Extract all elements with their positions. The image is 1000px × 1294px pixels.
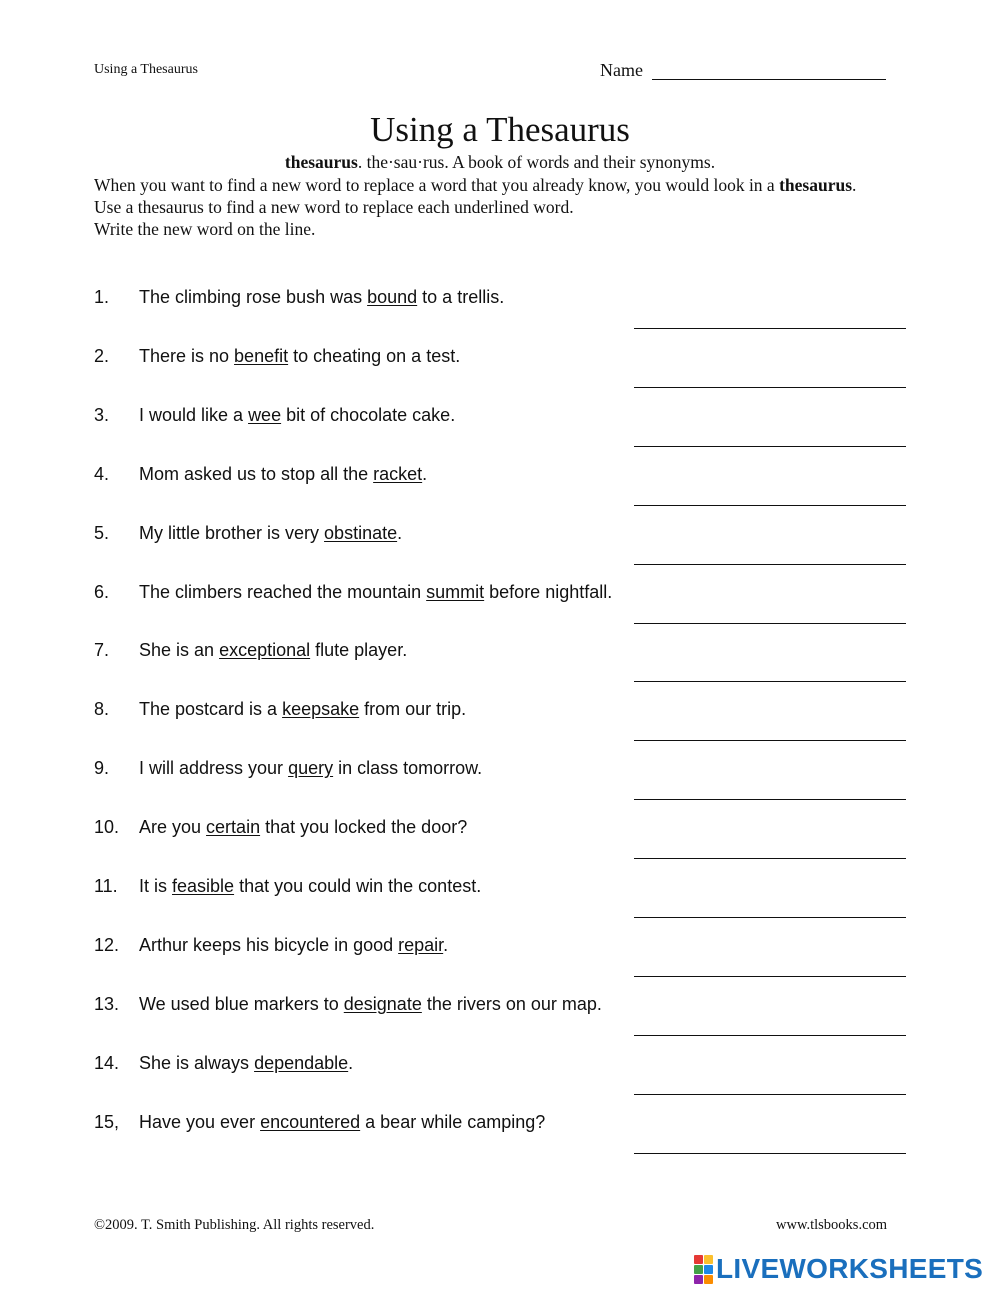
question-number: 15, (94, 1111, 120, 1132)
question-9 (94, 758, 482, 779)
answer-line-14[interactable] (634, 1094, 906, 1095)
underlined-word: bound (367, 287, 418, 307)
question-text-end: . (422, 463, 428, 484)
underlined-word: dependable (254, 1052, 349, 1073)
underlined-word: keepsake (282, 699, 360, 720)
header-left: Using a Thesaurus (94, 62, 198, 77)
logo-square (704, 1255, 713, 1264)
question-text-end: . (443, 934, 449, 955)
question-number: 7. (94, 640, 110, 661)
footer-copyright: ©2009. T. Smith Publishing. All rights reserved. (94, 1217, 375, 1233)
question-number: 6. (94, 581, 110, 602)
question-14 (94, 1053, 353, 1074)
question-13 (94, 994, 602, 1015)
question-number: 13. (94, 993, 120, 1014)
underlined-word: encountered (260, 1111, 361, 1132)
question-12 (94, 935, 448, 956)
intro-line3: Write the new word on the line. (94, 219, 316, 239)
question-3 (94, 405, 455, 426)
liveworksheets-text: LIVEWORKSHEETS (716, 1253, 984, 1284)
question-10 (94, 817, 467, 838)
answer-line-10[interactable] (634, 858, 906, 859)
intro (94, 174, 894, 240)
intro-line2: Use a thesaurus to find a new word to replace each underlined word. (94, 197, 574, 217)
logo-square (704, 1275, 713, 1284)
question-text: I would like a (139, 404, 249, 425)
definition-term: thesaurus (284, 152, 358, 172)
question-15 (94, 1112, 545, 1133)
question-text-end: that you locked the door? (260, 817, 468, 838)
question-number: 5. (94, 522, 110, 543)
answer-line-11[interactable] (634, 917, 906, 918)
underlined-word: designate (343, 993, 422, 1014)
question-text-end: the rivers on our map. (421, 993, 602, 1014)
question-number: 9. (94, 758, 110, 779)
answer-line-3[interactable] (634, 446, 906, 447)
question-text-end: before nightfall. (484, 581, 613, 602)
question-6 (94, 582, 612, 603)
underlined-word: obstinate (324, 522, 398, 543)
underlined-word: query (288, 758, 334, 779)
question-text-end: a bear while camping? (360, 1111, 546, 1132)
footer-website: www.tlsbooks.com (776, 1217, 888, 1233)
answer-line-12[interactable] (634, 976, 906, 977)
question-number: 11. (94, 876, 118, 896)
question-text-end: to cheating on a test. (288, 345, 461, 366)
underlined-word: wee (248, 404, 282, 425)
logo-square (694, 1275, 703, 1284)
underlined-word: exceptional (219, 640, 311, 661)
question-text: The climbers reached the mountain (139, 581, 427, 602)
underlined-word: feasible (172, 876, 235, 896)
question-text: Are you (139, 817, 207, 838)
question-number: 1. (94, 287, 110, 307)
question-4 (94, 464, 427, 485)
question-text: There is no (139, 345, 235, 366)
question-number: 4. (94, 463, 110, 484)
answer-line-1[interactable] (634, 328, 906, 329)
question-number: 8. (94, 699, 110, 720)
page-title: Using a Thesaurus (370, 110, 630, 149)
question-text: Mom asked us to stop all the (139, 463, 374, 484)
question-2 (94, 346, 460, 367)
logo-square (694, 1255, 703, 1264)
liveworksheets-logo (694, 1253, 984, 1284)
answer-line-8[interactable] (634, 740, 906, 741)
answer-line-2[interactable] (634, 387, 906, 388)
question-text: My little brother is very (139, 522, 325, 543)
question-number: 12. (94, 934, 120, 955)
question-text-end: . (348, 1052, 354, 1073)
question-text-end: . (397, 522, 403, 543)
question-text: Arthur keeps his bicycle in good (139, 934, 399, 955)
answer-line-5[interactable] (634, 564, 906, 565)
underlined-word: summit (426, 581, 485, 602)
question-number: 14. (94, 1052, 120, 1073)
question-number: 10. (94, 817, 120, 838)
question-text-end: flute player. (310, 640, 408, 661)
answer-line-15[interactable] (634, 1153, 906, 1154)
question-text: The postcard is a (139, 699, 283, 720)
answer-line-6[interactable] (634, 623, 906, 624)
logo-square (694, 1265, 703, 1274)
question-number: 2. (94, 345, 110, 366)
question-text: She is an (139, 640, 220, 661)
question-5 (94, 523, 402, 544)
intro-term: thesaurus (779, 175, 853, 195)
name-line[interactable] (652, 79, 886, 80)
intro-line1-text: When you want to find a new word to replace a word that you already know, you would look in a (94, 175, 780, 195)
answer-line-13[interactable] (634, 1035, 906, 1036)
question-text-end: to a trellis. (417, 287, 505, 307)
underlined-word: racket (373, 463, 423, 484)
question-text: She is always (139, 1052, 255, 1073)
liveworksheets-icon (694, 1255, 713, 1284)
underlined-word: repair (398, 934, 444, 955)
definition (0, 152, 1000, 173)
question-text: Have you ever (139, 1111, 261, 1132)
underlined-word: benefit (234, 345, 289, 366)
question-text-end: in class tomorrow. (333, 758, 483, 779)
question-8 (94, 699, 466, 720)
underlined-word: certain (206, 817, 261, 838)
question-text: We used blue markers to (139, 993, 344, 1014)
question-text: The climbing rose bush was (139, 287, 368, 307)
answer-line-9[interactable] (634, 799, 906, 800)
question-11 (94, 876, 481, 897)
question-number: 3. (94, 404, 110, 425)
question-text-end: bit of chocolate cake. (281, 404, 456, 425)
question-text-end: that you could win the contest. (234, 876, 482, 896)
intro-line1 (94, 174, 894, 196)
question-1 (94, 287, 504, 308)
question-text: I will address your (139, 758, 289, 779)
name-label: Name (600, 60, 643, 80)
logo-square (704, 1265, 713, 1274)
definition-text: . the·sau·rus. A book of words and their synonyms. (357, 152, 716, 172)
intro-line1-end: . (852, 175, 857, 195)
answer-line-4[interactable] (634, 505, 906, 506)
question-text-end: from our trip. (359, 699, 467, 720)
question-7 (94, 640, 407, 661)
answer-line-7[interactable] (634, 681, 906, 682)
question-text: It is (139, 876, 173, 896)
